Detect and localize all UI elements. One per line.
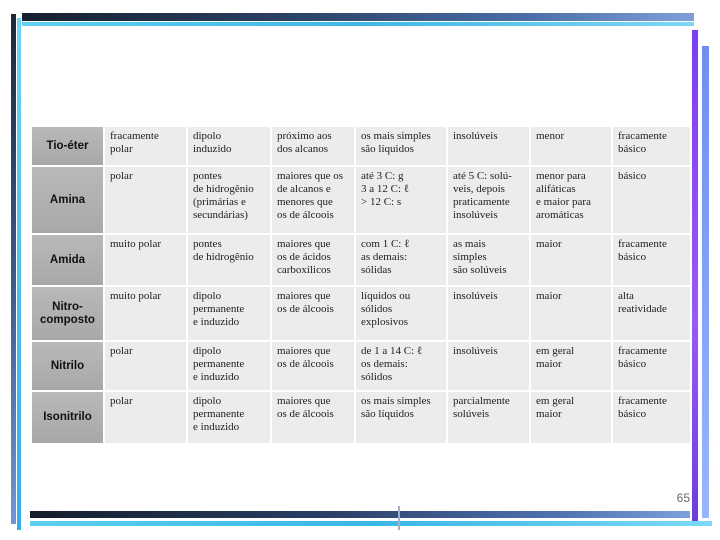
- left-dark-bar: [11, 14, 16, 524]
- table-cell: em geral maior: [530, 341, 612, 391]
- table-cell: as mais simples são solúveis: [447, 234, 530, 286]
- table-cell: maiores que os de ácidos carboxílicos: [271, 234, 355, 286]
- table-cell: até 3 C: g 3 a 12 C: ℓ > 12 C: s: [355, 166, 447, 234]
- table-cell: maior: [530, 234, 612, 286]
- table-cell: fracamente polar: [104, 126, 187, 166]
- table-cell: parcialmente solúveis: [447, 391, 530, 444]
- scanned-table-image: [30, 125, 690, 443]
- row-header: Amida: [31, 234, 104, 286]
- left-cyan-bar: [17, 18, 21, 530]
- row-header: Tio-éter: [31, 126, 104, 166]
- table-cell: maiores que os de alcanos e menores que os de álcoois: [271, 166, 355, 234]
- bottom-cyan-bar: [30, 521, 712, 526]
- bottom-dark-bar: [30, 511, 690, 518]
- bottom-divider-tick: [398, 506, 400, 530]
- table-cell: menor: [530, 126, 612, 166]
- table-cell: insolúveis: [447, 341, 530, 391]
- table-cell: maior: [530, 286, 612, 341]
- table-cell: de 1 a 14 C: ℓ os demais: sólidos: [355, 341, 447, 391]
- table-cell: próximo aos dos alcanos: [271, 126, 355, 166]
- table-cell: polar: [104, 166, 187, 234]
- table-row: [31, 286, 691, 341]
- table-cell: os mais simples são líquidos: [355, 391, 447, 444]
- table-cell: pontes de hidrogênio: [187, 234, 271, 286]
- table-cell: alta reatividade: [612, 286, 691, 341]
- page-number: 65: [676, 491, 690, 505]
- table-cell: insolúveis: [447, 126, 530, 166]
- table-row: [31, 126, 691, 166]
- table-row: [31, 234, 691, 286]
- table-row: [31, 166, 691, 234]
- right-blue-bar: [702, 46, 709, 518]
- table-cell: insolúveis: [447, 286, 530, 341]
- table-cell: em geral maior: [530, 391, 612, 444]
- table-cell: fracamente básico: [612, 234, 691, 286]
- table-cell: os mais simples são líquidos: [355, 126, 447, 166]
- row-header: Nitro- composto: [31, 286, 104, 341]
- table-cell: líquidos ou sólidos explosivos: [355, 286, 447, 341]
- table-cell: polar: [104, 391, 187, 444]
- table-cell: maiores que os de álcoois: [271, 286, 355, 341]
- table-cell: básico: [612, 166, 691, 234]
- right-purple-bar: [692, 30, 698, 522]
- table-row: [31, 391, 691, 444]
- table-cell: maiores que os de álcoois: [271, 391, 355, 444]
- top-cyan-bar: [22, 22, 694, 26]
- table-cell: fracamente básico: [612, 126, 691, 166]
- row-header: Amina: [31, 166, 104, 234]
- table-cell: até 5 C: solú- veis, depois praticamente insolúveis: [447, 166, 530, 234]
- properties-table: [30, 125, 692, 445]
- table-cell: dipolo permanente e induzido: [187, 341, 271, 391]
- table-cell: dipolo permanente e induzido: [187, 391, 271, 444]
- table-cell: pontes de hidrogênio (primárias e secundárias): [187, 166, 271, 234]
- table-cell: com 1 C: ℓ as demais: sólidas: [355, 234, 447, 286]
- table-cell: fracamente básico: [612, 341, 691, 391]
- table-cell: muito polar: [104, 286, 187, 341]
- table-cell: fracamente básico: [612, 391, 691, 444]
- table-cell: dipolo permanente e induzido: [187, 286, 271, 341]
- table-cell: menor para alifáticas e maior para aromáticas: [530, 166, 612, 234]
- table-cell: dipolo induzido: [187, 126, 271, 166]
- table-cell: muito polar: [104, 234, 187, 286]
- top-dark-bar: [22, 13, 694, 21]
- table-cell: maiores que os de álcoois: [271, 341, 355, 391]
- row-header: Isonitrilo: [31, 391, 104, 444]
- table-cell: polar: [104, 341, 187, 391]
- row-header: Nitrilo: [31, 341, 104, 391]
- table-row: [31, 341, 691, 391]
